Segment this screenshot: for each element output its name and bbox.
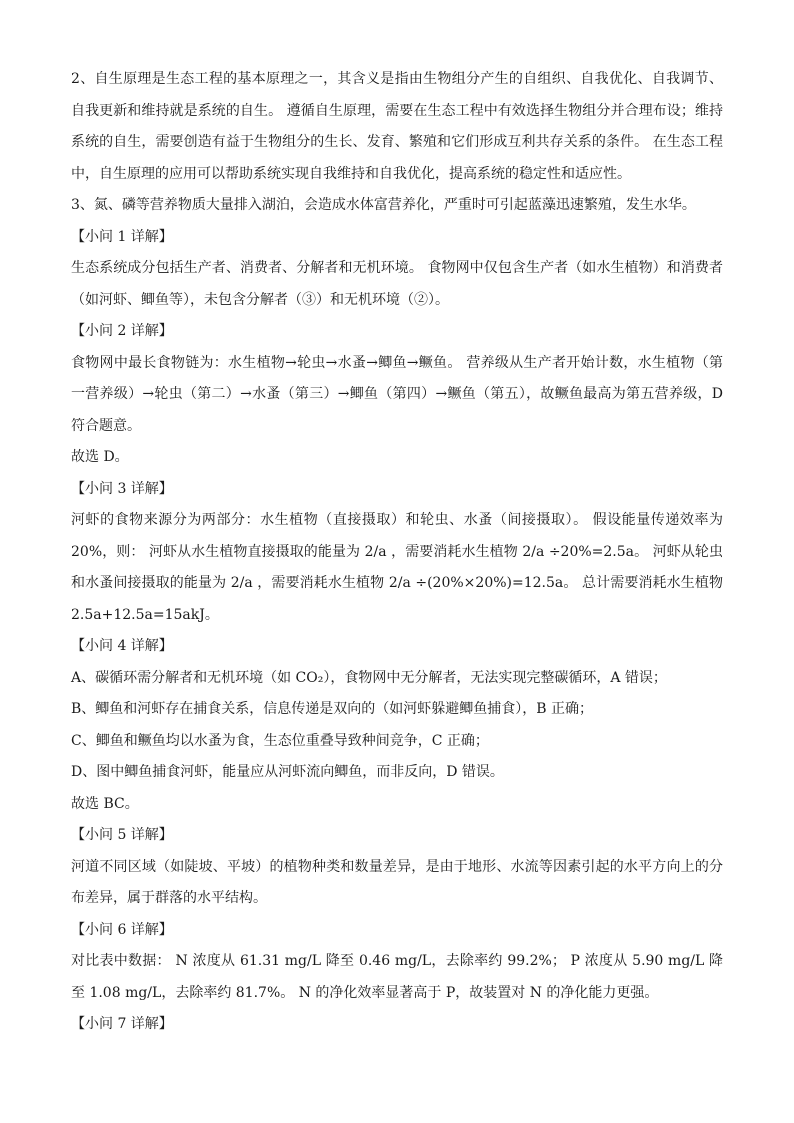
paragraph-principle-2: 2、自生原理是生态工程的基本原理之一，其含义是指由生物组分产生的自组织、自我优化、自我调节、自我更新和维持就是系统的自生。 遵循自生原理，需要在生态工程中有效选择生物组分并合理布设；维持系统的自生，需要创造有益于生物组分的生长、发育、繁殖和它们形成互利共存关系的条件。 在生态工程中，自生原理的应用可以帮助系统实现自我维持和自我优化，提高系统的稳定性和适应性。 (71, 71, 723, 182)
paragraph-q6: 对比表中数据： N 浓度从 61.31 mg/L 降至 0.46 mg/L，去除率约 99.2%； P 浓度从 5.90 mg/L 降至 1.08 mg/L，去除率约 81.7%。 N 的净化效率显著高于 P，故装置对 N 的净化能力更强。 (71, 953, 723, 1001)
paragraph-q1: 生态系统成分包括生产者、消费者、分解者和无机环境。 食物网中仅包含生产者（如水生植物）和消费者（如河虾、鲫鱼等），未包含分解者（③）和无机环境（②）。 (71, 260, 723, 308)
option-b-q4: B、鲫鱼和河虾存在捕食关系，信息传递是双向的（如河虾躲避鲫鱼捕食），B 正确； (71, 701, 594, 717)
section-heading-q1: 【小问 1 详解】 (71, 228, 173, 245)
answer-q2: 故选 D。 (71, 449, 129, 465)
section-heading-q7: 【小问 7 详解】 (71, 1016, 173, 1032)
section-heading-q2: 【小问 2 详解】 (71, 323, 173, 339)
document-page (71, 64, 723, 1041)
paragraph-q3: 河虾的食物来源分为两部分：水生植物（直接摄取）和轮虫、水蚤（间接摄取）。 假设能量传递效率为 20%，则： 河虾从水生植物直接摄取的能量为 2/a ，需要消耗水生植物 2/a ÷20%=2.5a。 河虾从轮虫和水蚤间接摄取的能量为 2/a ，需要消耗水生植物 2/a ÷(20%×20%)=12.5a。 总计需要消耗水生植物 2.5a+12.5a=15akJ。 (71, 512, 723, 623)
section-heading-q3: 【小问 3 详解】 (71, 480, 173, 497)
answer-q4: 故选 BC。 (71, 795, 139, 812)
option-d-q4: D、图中鲫鱼捕食河虾，能量应从河虾流向鲫鱼，而非反向，D 错误。 (71, 764, 504, 780)
paragraph-q2: 食物网中最长食物链为：水生植物→轮虫→水蚤→鲫鱼→鳜鱼。 营养级从生产者开始计数，水生植物（第一营养级）→轮虫（第二）→水蚤（第三）→鲫鱼（第四）→鳜鱼（第五），故鳜鱼最高为第五营养级，D 符合题意。 (71, 354, 723, 434)
option-a-q4: A、碳循环需分解者和无机环境（如 CO₂），食物网中无分解者，无法实现完整碳循环，A 错误； (71, 669, 667, 686)
section-heading-q4: 【小问 4 详解】 (71, 638, 173, 654)
paragraph-principle-3: 3、氮、磷等营养物质大量排入湖泊，会造成水体富营养化，严重时可引起蓝藻迅速繁殖，发生水华。 (71, 197, 696, 213)
paragraph-q5: 河道不同区域（如陡坡、平坡）的植物种类和数量差异，是由于地形、水流等因素引起的水平方向上的分布差异，属于群落的水平结构。 (71, 858, 723, 906)
section-heading-q5: 【小问 5 详解】 (71, 827, 173, 843)
section-heading-q6: 【小问 6 详解】 (71, 921, 173, 938)
option-c-q4: C、鲫鱼和鳜鱼均以水蚤为食，生态位重叠导致种间竞争，C 正确； (71, 732, 489, 749)
